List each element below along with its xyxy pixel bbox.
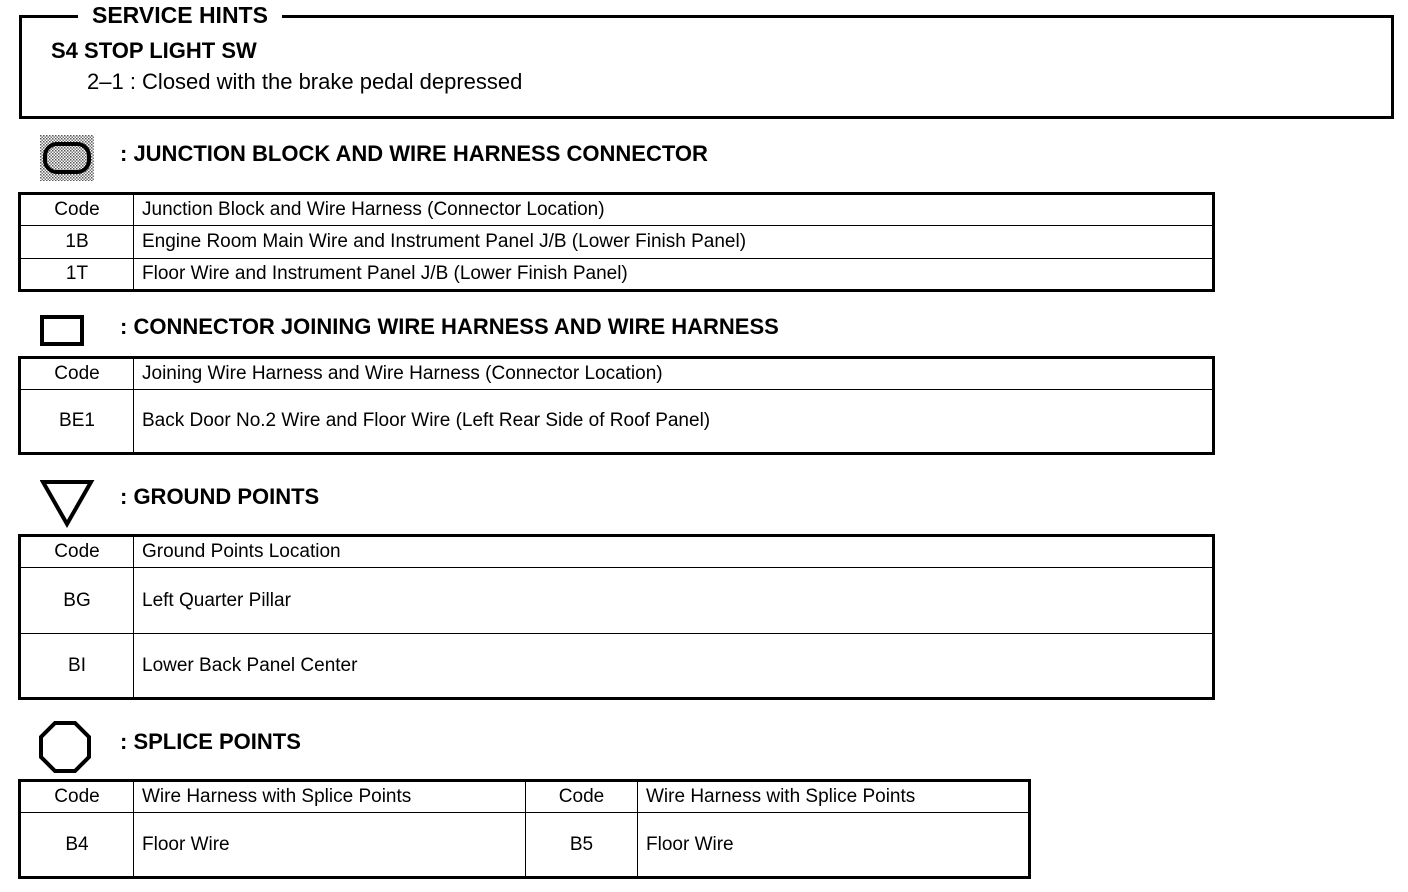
junction-block-icon — [40, 135, 96, 181]
row-desc: Floor Wire — [638, 813, 1030, 878]
desc-header: Joining Wire Harness and Wire Harness (Connector Location) — [134, 358, 1214, 390]
connector-icon — [40, 314, 86, 350]
desc-header: Junction Block and Wire Harness (Connector Location) — [134, 194, 1214, 226]
row-desc: Engine Room Main Wire and Instrument Panel J/B (Lower Finish Panel) — [134, 226, 1214, 259]
table-header-row — [20, 358, 1214, 390]
row-code: BI — [20, 634, 134, 699]
table-row — [20, 813, 1030, 878]
row-desc: Back Door No.2 Wire and Floor Wire (Left Rear Side of Roof Panel) — [134, 390, 1214, 454]
code-header: Code — [20, 194, 134, 226]
ground-table — [18, 534, 1215, 700]
table-row — [20, 634, 1214, 699]
code-header: Code — [20, 781, 134, 813]
row-code: B4 — [20, 813, 134, 878]
row-code: B5 — [526, 813, 638, 878]
junction-table — [18, 192, 1215, 292]
table-row — [20, 226, 1214, 259]
row-code: 1T — [20, 259, 134, 291]
connector-table — [18, 356, 1215, 455]
table-row — [20, 390, 1214, 454]
table-header-row — [20, 781, 1030, 813]
desc-header: Wire Harness with Splice Points — [638, 781, 1030, 813]
table-row — [20, 568, 1214, 634]
table-header-row — [20, 194, 1214, 226]
service-hints-box — [19, 15, 1394, 119]
row-desc: Lower Back Panel Center — [134, 634, 1214, 699]
ground-section-title: : GROUND POINTS — [120, 484, 320, 509]
row-code: BE1 — [20, 390, 134, 454]
ground-triangle-icon — [40, 478, 96, 528]
service-hints-detail: 2–1 : Closed with the brake pedal depressed — [87, 69, 523, 94]
desc-header: Ground Points Location — [134, 536, 1214, 568]
service-hints-item: S4 STOP LIGHT SW — [51, 38, 257, 63]
junction-section-title: : JUNCTION BLOCK AND WIRE HARNESS CONNECTOR — [120, 141, 708, 166]
splice-octagon-icon — [38, 720, 94, 774]
connector-section-title: : CONNECTOR JOINING WIRE HARNESS AND WIRE HARNESS — [120, 314, 779, 339]
splice-section-title: : SPLICE POINTS — [120, 729, 301, 754]
code-header: Code — [526, 781, 638, 813]
row-desc: Floor Wire and Instrument Panel J/B (Lower Finish Panel) — [134, 259, 1214, 291]
row-desc: Floor Wire — [134, 813, 526, 878]
code-header: Code — [20, 536, 134, 568]
service-hints-title: SERVICE HINTS — [78, 2, 282, 28]
code-header: Code — [20, 358, 134, 390]
table-row — [20, 259, 1214, 291]
row-desc: Left Quarter Pillar — [134, 568, 1214, 634]
table-header-row — [20, 536, 1214, 568]
desc-header: Wire Harness with Splice Points — [134, 781, 526, 813]
row-code: BG — [20, 568, 134, 634]
splice-table — [18, 779, 1031, 879]
row-code: 1B — [20, 226, 134, 259]
